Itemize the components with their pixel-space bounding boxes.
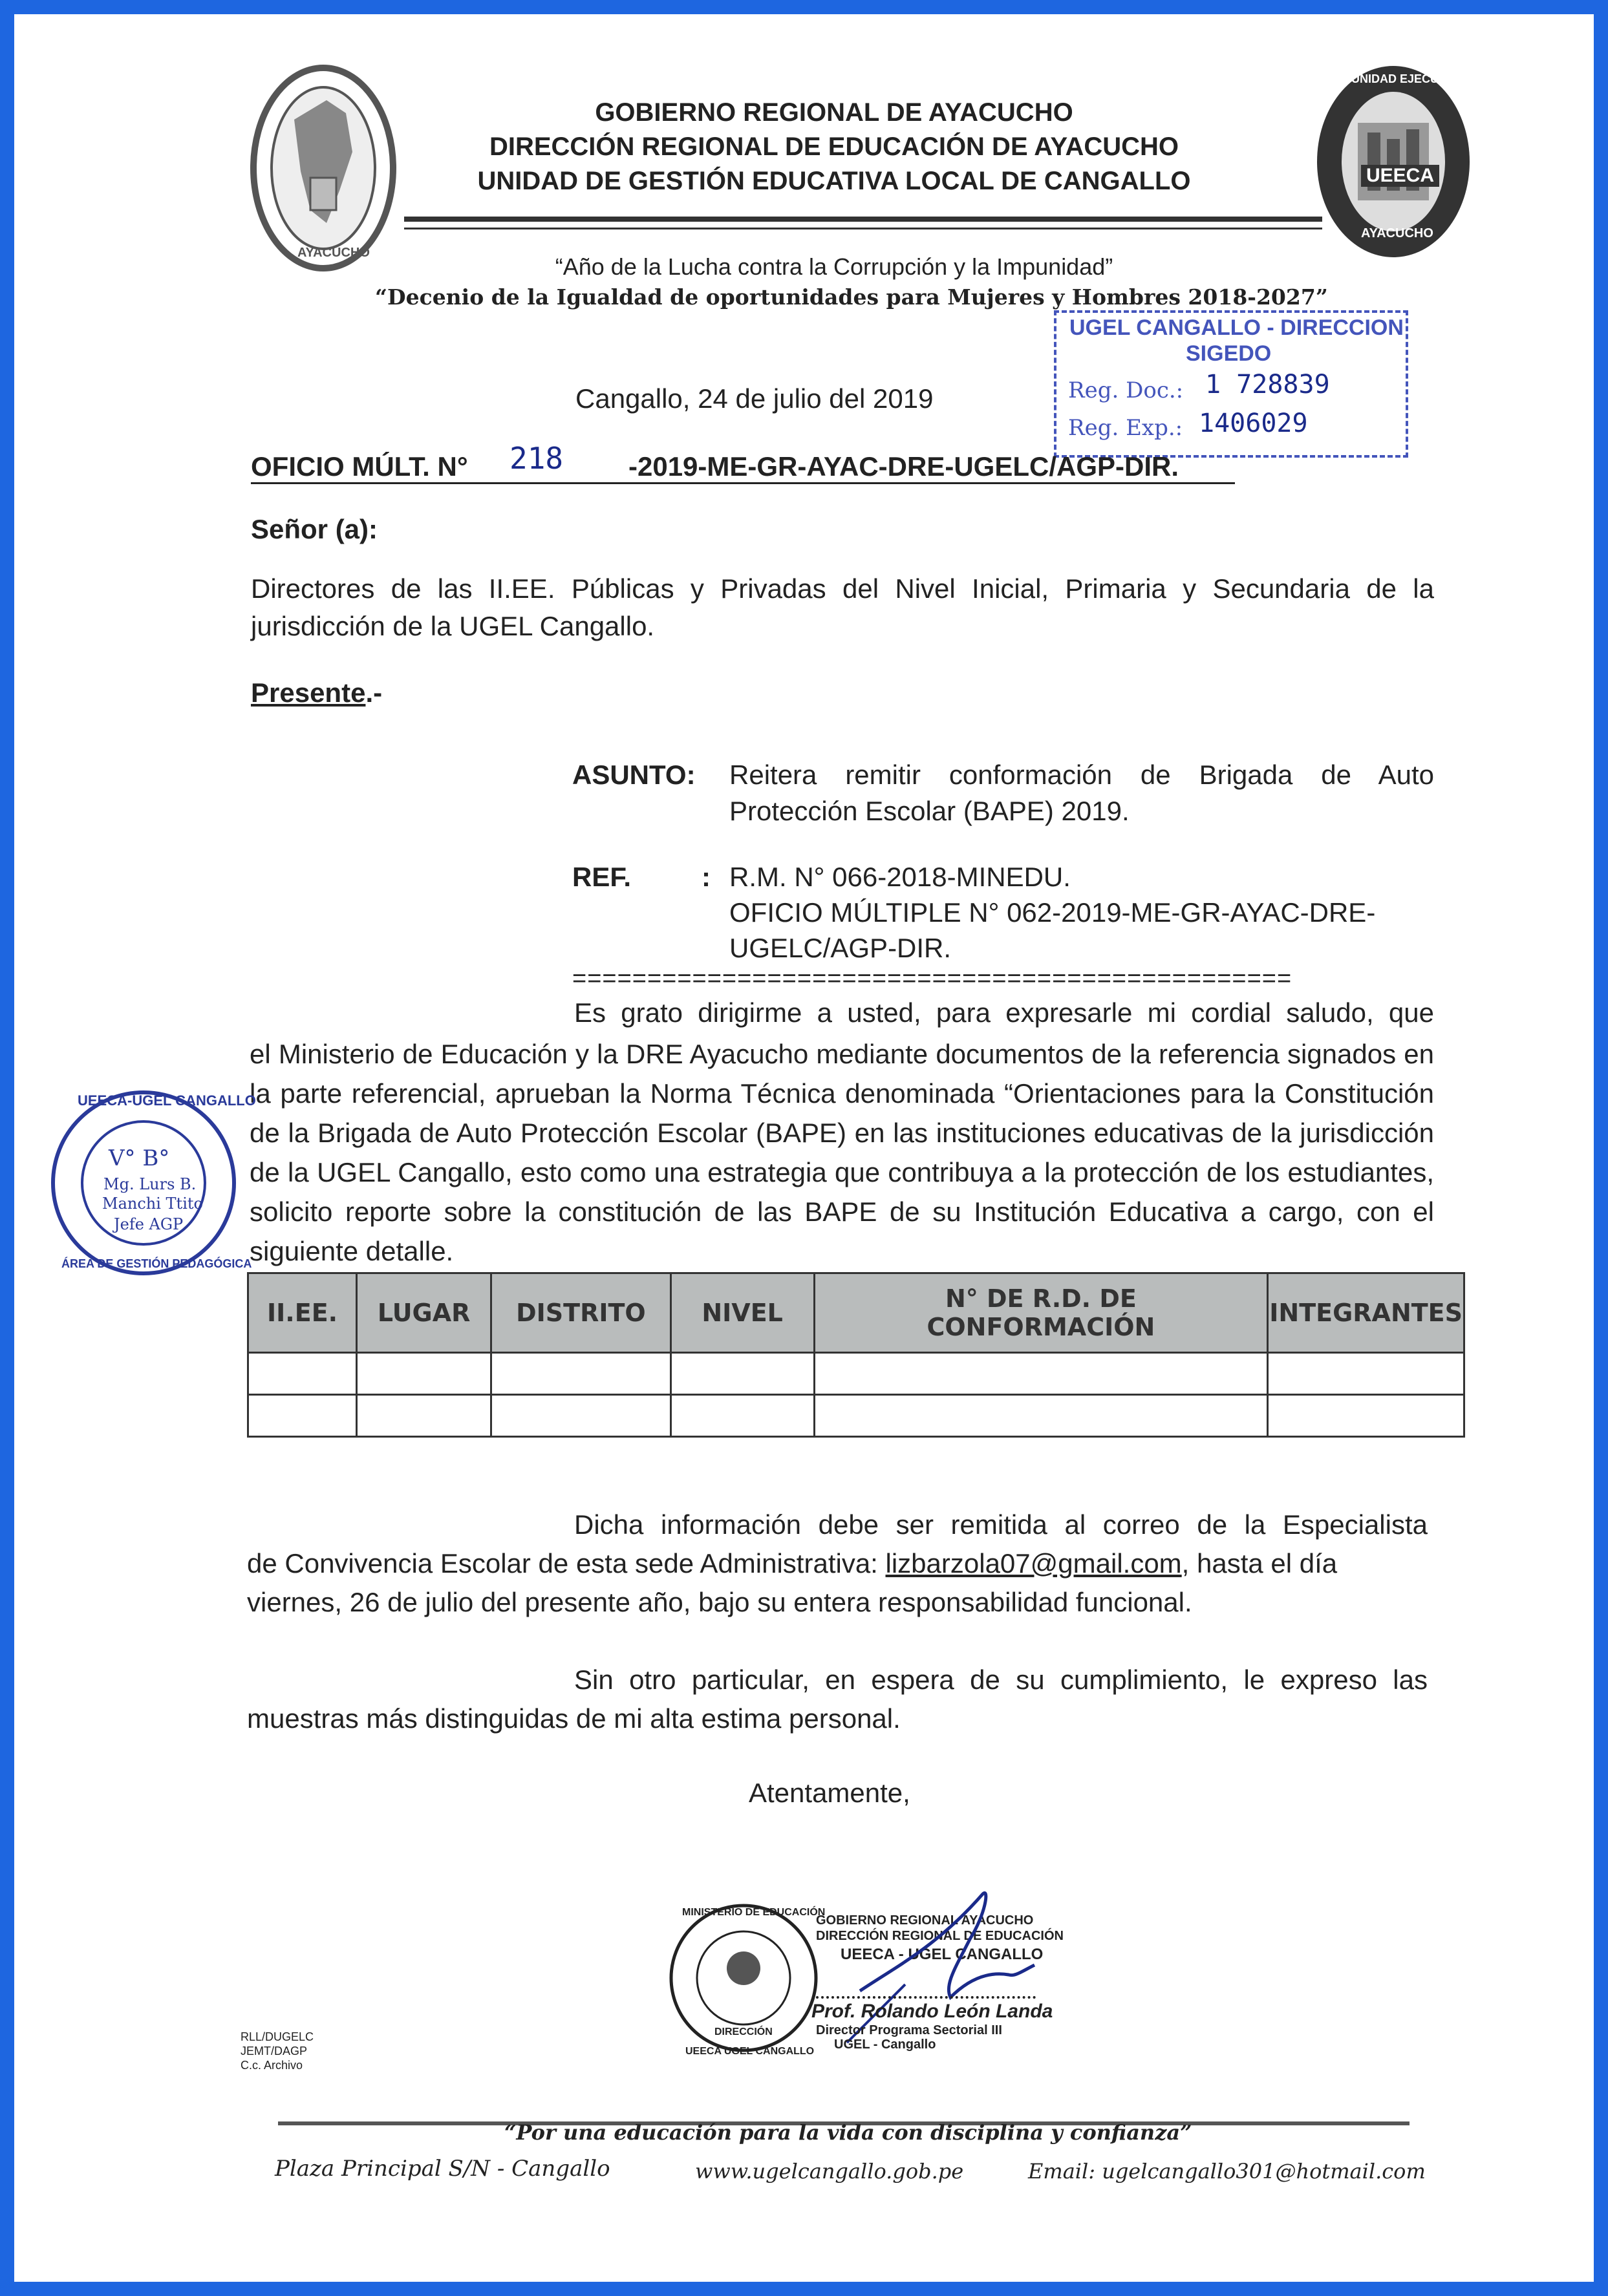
paragraph-2-line-3: viernes, 26 de julio del presente año, bajo su entera responsabilidad funcional.	[247, 1587, 1192, 1617]
header-rule-thin	[404, 228, 1322, 229]
reception-stamp	[1054, 310, 1408, 458]
paragraph-3-first-line: Sin otro particular, en espera de su cumplimiento, le expreso las	[574, 1664, 1428, 1695]
place-date: Cangallo, 24 de julio del 2019	[575, 383, 934, 414]
footer-slogan: “Por una educación para la vida con disciplina y confianza”	[504, 2120, 1192, 2145]
col-iiee: II.EE.	[248, 1273, 357, 1353]
table-header-row	[248, 1273, 1464, 1353]
direction-seal-bottom: UEECA UGEL CANGALLO	[685, 2046, 815, 2057]
stamp-reg-exp-value: 1406029	[1199, 409, 1308, 438]
col-distrito: DISTRITO	[491, 1273, 671, 1353]
signatory-name: Prof. Rolando León Landa	[811, 2001, 1053, 2022]
left-seal-bottom-text: AYACUCHO	[297, 246, 370, 260]
ref-line-2: OFICIO MÚLTIPLE N° 062-2019-ME-GR-AYAC-DRE-	[729, 897, 1376, 928]
direction-seal-center: DIRECCIÓN	[714, 2026, 773, 2037]
agp-seal-ring-text: UEECA-UGEL CANGALLO	[78, 1092, 256, 1109]
signatory-unit: UGEL - Cangallo	[834, 2037, 936, 2052]
col-lugar: LUGAR	[357, 1273, 491, 1353]
footer-website[interactable]: www.ugelcangallo.gob.pe	[695, 2159, 964, 2184]
specialist-email-link[interactable]: lizbarzola07@gmail.com	[885, 1548, 1182, 1578]
stamp-reg-doc-value: 1 728839	[1205, 370, 1330, 399]
col-integrantes: INTEGRANTES	[1268, 1273, 1464, 1353]
agp-seal-name-1: Mg. Lurs B.	[103, 1175, 197, 1193]
asunto-line-2: Protección Escolar (BAPE) 2019.	[729, 796, 1130, 826]
recipients: Directores de las II.EE. Públicas y Privadas del Nivel Inicial, Primaria y Secundaria de la jurisdicción de la UGEL Cangallo.	[251, 573, 1434, 641]
signature-org-1: GOBIERNO REGIONAL AYACUCHO	[816, 1913, 1034, 1928]
ref-line-1: R.M. N° 066-2018-MINEDU.	[729, 862, 1071, 892]
header-line-3: UNIDAD DE GESTIÓN EDUCATIVA LOCAL DE CANGALLO	[477, 167, 1191, 195]
initials-2: JEMT/DAGP	[241, 2045, 308, 2057]
agp-seal-vb: V° B°	[109, 1145, 170, 1171]
ref-colon: :	[702, 862, 711, 892]
stamp-subtitle: SIGEDO	[1186, 341, 1272, 366]
paragraph-3-line-2: muestras más distinguidas de mi alta estima personal.	[247, 1703, 901, 1734]
ref-label: REF.	[572, 862, 632, 892]
closing: Atentamente,	[749, 1778, 910, 1808]
col-nro-rd: N° DE R.D. DE CONFORMACIÓN	[814, 1273, 1268, 1353]
header-rule	[404, 217, 1322, 222]
oficio-underline	[251, 482, 1235, 484]
asunto-label: ASUNTO:	[572, 760, 696, 790]
stamp-reg-exp-label: Reg. Exp.:	[1068, 415, 1183, 441]
signature-dotted-line	[816, 1996, 1036, 1999]
footer-email[interactable]: Email: ugelcangallo301@hotmail.com	[1028, 2159, 1426, 2184]
paragraph-1-body: el Ministerio de Educación y la DRE Ayacucho mediante documentos de la referencia signados en la parte referencial, aprueban la Norma Técnica denominada “Orientaciones para la Constitución de la Brigada de Auto Protección Escolar (BAPE) en las instituciones educativas de la jurisdicción de la UGEL Cangallo, esto como una estrategia que contribuya a la protección de los estudiantes, solicito reporte sobre la constitución de las BAPE de su Institución Educativa a cargo, con el siguiente detalle.	[250, 1039, 1434, 1266]
paragraph-2-line-2a: de Convivencia Escolar de esta sede Administrativa:	[247, 1548, 886, 1578]
oficio-suffix: -2019-ME-GR-AYAC-DRE-UGELC/AGP-DIR.	[628, 451, 1179, 482]
salutation: Señor (a):	[251, 514, 378, 544]
table-row	[248, 1395, 1464, 1437]
ref-line-3: UGELC/AGP-DIR.	[729, 933, 952, 963]
paragraph-1-first-line: Es grato dirigirme a usted, para expresarle mi cordial saludo, que	[574, 997, 1434, 1028]
initials-3: C.c. Archivo	[241, 2059, 303, 2072]
paragraph-2-line-2b: , hasta el día	[1181, 1548, 1338, 1578]
presente-word: Presente	[251, 677, 366, 708]
col-nivel: NIVEL	[670, 1273, 814, 1353]
signature-org-2: DIRECCIÓN REGIONAL DE EDUCACIÓN	[816, 1929, 1064, 1943]
agp-seal-ring-bottom: ÁREA DE GESTIÓN PEDAGÓGICA	[61, 1257, 252, 1270]
oficio-prefix: OFICIO MÚLT. N°	[251, 451, 468, 482]
header-line-1: GOBIERNO REGIONAL DE AYACUCHO	[595, 98, 1073, 127]
initials-1: RLL/DUGELC	[241, 2030, 314, 2043]
direction-seal-ring: MINISTERIO DE EDUCACIÓN	[682, 1907, 826, 1918]
footer-address: Plaza Principal S/N - Cangallo	[275, 2156, 610, 2182]
presente-tail: .-	[365, 677, 383, 708]
agp-seal-name-2: Manchi Ttito	[102, 1195, 203, 1213]
agp-seal-role: Jefe AGP	[114, 1215, 184, 1233]
paragraph-2-first-line: Dicha información debe ser remitida al correo de la Especialista	[574, 1509, 1428, 1540]
header-line-2: DIRECCIÓN REGIONAL DE EDUCACIÓN DE AYACUCHO	[489, 133, 1179, 161]
right-seal-center-text: UEECA	[1361, 165, 1439, 187]
right-seal-bottom-text: AYACUCHO	[1361, 226, 1433, 240]
bape-table	[247, 1272, 1465, 1438]
right-seal-ring-text: UNIDAD EJECUTORA N° 301	[1351, 72, 1510, 85]
motto-1: “Año de la Lucha contra la Corrupción y la Impunidad”	[555, 253, 1113, 280]
signatory-title: Director Programa Sectorial III	[816, 2023, 1002, 2037]
paragraph-2-line-2	[247, 1545, 1428, 1582]
table-row	[248, 1353, 1464, 1395]
stamp-reg-doc-label: Reg. Doc.:	[1068, 377, 1184, 403]
separator: ================================================	[572, 965, 1292, 992]
presente	[251, 674, 382, 712]
asunto-line-1: Reitera remitir conformación de Brigada de Auto	[729, 760, 1434, 790]
oficio-number: 218	[509, 441, 564, 476]
stamp-title: UGEL CANGALLO - DIRECCION	[1069, 315, 1404, 340]
signature-org-3: UEECA - UGEL CANGALLO	[841, 1946, 1044, 1963]
motto-2: “Decenio de la Igualdad de oportunidades para Mujeres y Hombres 2018-2027”	[375, 284, 1328, 310]
